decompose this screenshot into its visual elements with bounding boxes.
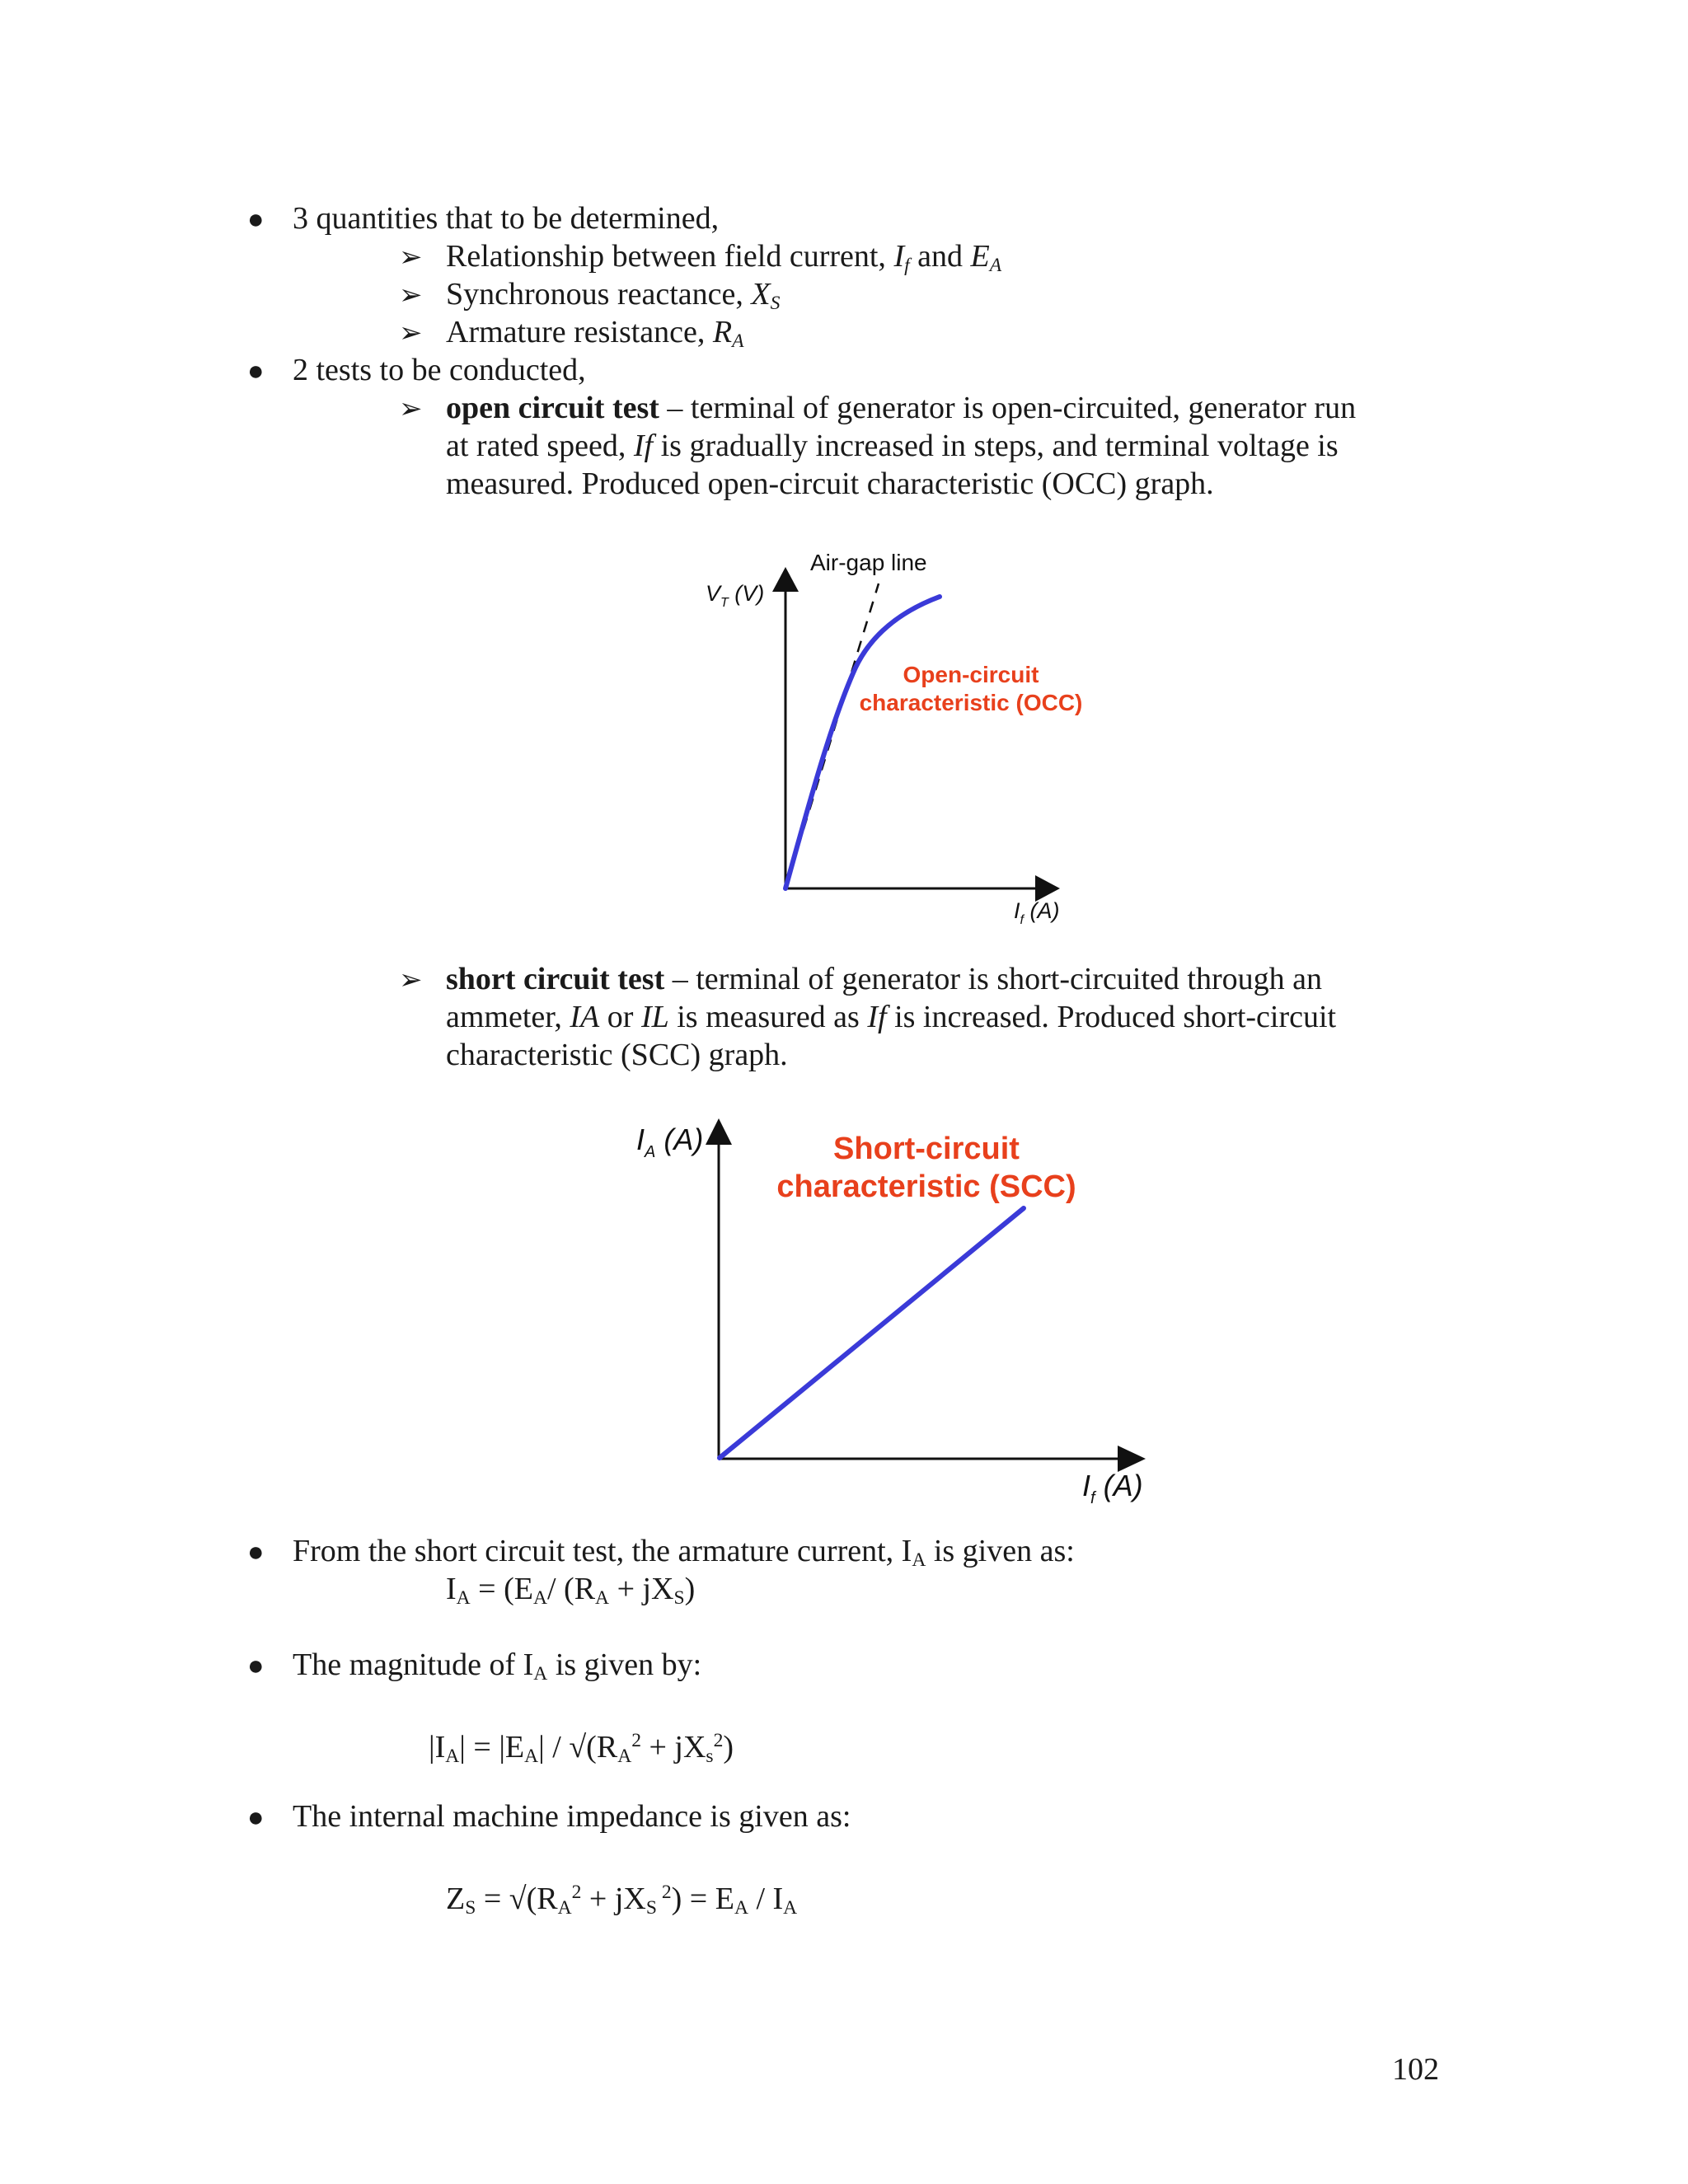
occ-test-title: open circuit test [446,391,659,425]
arrow-bullet-icon: ➢ [399,318,423,349]
var-xs: X [751,277,771,312]
eq-sub: A [557,1896,572,1919]
var-ea: E [970,239,990,274]
occ-test-text: at rated speed, [446,429,634,463]
bullet-text: The internal machine impedance is given as: [293,1799,851,1834]
occ-test-line-3 [446,465,1214,503]
scc-test-line-2 [446,998,1336,1036]
occ-chart [692,536,1088,931]
occ-y-arrowhead [772,567,799,592]
scc-line [720,1208,1024,1458]
scc-label-line-2: characteristic (SCC) [776,1169,1076,1204]
bullet-text: 3 quantities that to be determined, [293,201,720,236]
page-number: 102 [1392,2052,1439,2087]
axis-sub: f [1090,1489,1095,1507]
var-sub: S [770,292,781,314]
eq-part: / (R [546,1572,596,1606]
eq-sub: A [524,1745,539,1767]
bullet-dot: ● [247,1802,265,1833]
var-il: IL [640,1000,669,1034]
eq-part: ) = E [671,1881,734,1916]
scc-test-text: is increased. Produced short-circuit [886,1000,1337,1034]
text-sub: A [912,1549,926,1571]
eq-part: + jX [640,1729,706,1765]
axis-var: I [636,1122,645,1156]
eq-part: ) [723,1729,734,1765]
eq-sub: s [706,1745,714,1767]
scc-test-line-1 [446,960,1322,998]
eq-part: | / √(R [538,1729,618,1765]
scc-y-arrowhead [706,1118,732,1145]
axis-sub: f [1020,913,1024,927]
bullet-impedance [293,1797,851,1835]
occ-test-text: measured. Produced open-circuit characteristic (OCC) graph. [446,466,1214,501]
eq-part: | = |E [459,1729,525,1765]
eq-sub: A [595,1586,610,1609]
axis-unit: (V) [728,581,765,606]
occ-y-axis-label [706,581,764,610]
axis-unit: (A) [1023,898,1060,923]
bullet-dot: ● [247,204,265,235]
bullet-quantities [293,199,719,237]
eq-part: I [446,1572,457,1606]
var-if: If [633,429,654,463]
scc-test-line-3 [446,1036,788,1074]
var-if: I [893,239,905,274]
bullet-tests [293,351,586,389]
scc-chart [626,1108,1170,1521]
occ-test-line-1 [446,389,1356,427]
bullet-dot: ● [247,1537,265,1568]
equation-ia [446,1570,695,1617]
scc-label-line-1: Short-circuit [833,1132,1020,1166]
occ-x-axis-label [1014,898,1059,927]
var-ia: IA [570,1000,600,1034]
var-sub: A [732,330,744,352]
bullet-text: From the short circuit test, the armature current, I [293,1534,912,1568]
eq-part: = √(R [476,1881,558,1916]
arrow-bullet-icon: ➢ [399,280,423,311]
airgap-label: Air-gap line [810,550,927,575]
eq-part: / I [748,1881,784,1916]
item-text: Armature resistance, [446,315,713,349]
item-text: and [909,239,971,274]
eq-sub: A [456,1586,471,1609]
eq-sub: A [783,1896,798,1919]
bullet-text: The magnitude of I [293,1647,534,1682]
bullet-magnitude [293,1646,701,1693]
axis-var: V [706,581,721,606]
axis-sub: A [645,1143,656,1161]
eq-sub: S [645,1896,657,1919]
eq-part: + jX [581,1881,646,1916]
eq-sup: 2 [656,1882,672,1903]
bullet-text: 2 tests to be conducted, [293,353,586,387]
bullet-dot: ● [247,356,265,387]
occ-label-line-2: characteristic (OCC) [859,690,1083,715]
eq-part: |I [429,1729,446,1765]
occ-test-text: is gradually increased in steps, and terminal voltage is [653,429,1339,463]
var-if: If [867,1000,887,1034]
eq-part: ) [684,1572,696,1606]
occ-test-line-2 [446,427,1339,465]
equation-magnitude [429,1722,734,1775]
var-ra: R [712,315,733,349]
eq-sup: 2 [571,1882,582,1903]
occ-test-text: – terminal of generator is open-circuited, generator run [659,391,1357,425]
scc-test-text: is measured as [668,1000,868,1034]
var-sub: f [904,254,910,276]
eq-sup: 2 [631,1730,641,1751]
eq-sub: S [673,1586,685,1609]
scc-test-text: ammeter, [446,1000,570,1034]
scc-x-axis-label [1082,1469,1143,1507]
bullet-text: is given as: [926,1534,1075,1568]
axis-unit: (A) [1095,1469,1143,1502]
eq-sub: A [445,1745,460,1767]
axis-unit: (A) [655,1122,704,1156]
scc-test-text: characteristic (SCC) graph. [446,1038,788,1072]
occ-curve [785,597,940,888]
eq-part: = (E [470,1572,533,1606]
eq-sub: A [734,1896,748,1919]
occ-label-line-1: Open-circuit [903,662,1039,687]
bullet-dot: ● [247,1651,265,1681]
item-text: Relationship between field current, [446,239,894,274]
var-sub: A [989,254,1002,276]
scc-test-text: or [599,1000,641,1034]
eq-part: Z [446,1881,466,1916]
eq-sub: S [465,1896,476,1919]
eq-sub: A [532,1586,547,1609]
axis-var: I [1082,1469,1091,1502]
axis-sub: T [720,596,729,610]
bullet-text: is given by: [547,1647,702,1682]
scc-test-title: short circuit test [446,962,665,996]
equation-impedance [446,1873,797,1927]
eq-sub: A [617,1745,632,1767]
scc-y-axis-label [636,1122,703,1161]
axis-var: I [1014,898,1020,923]
eq-part: + jX [609,1572,674,1606]
arrow-bullet-icon: ➢ [399,242,423,273]
arrow-bullet-icon: ➢ [399,394,423,424]
arrow-bullet-icon: ➢ [399,965,423,996]
text-sub: A [533,1662,548,1685]
item-text: Synchronous reactance, [446,277,752,312]
scc-test-text: – terminal of generator is short-circuited through an [664,962,1322,996]
eq-sup: 2 [713,1730,724,1751]
